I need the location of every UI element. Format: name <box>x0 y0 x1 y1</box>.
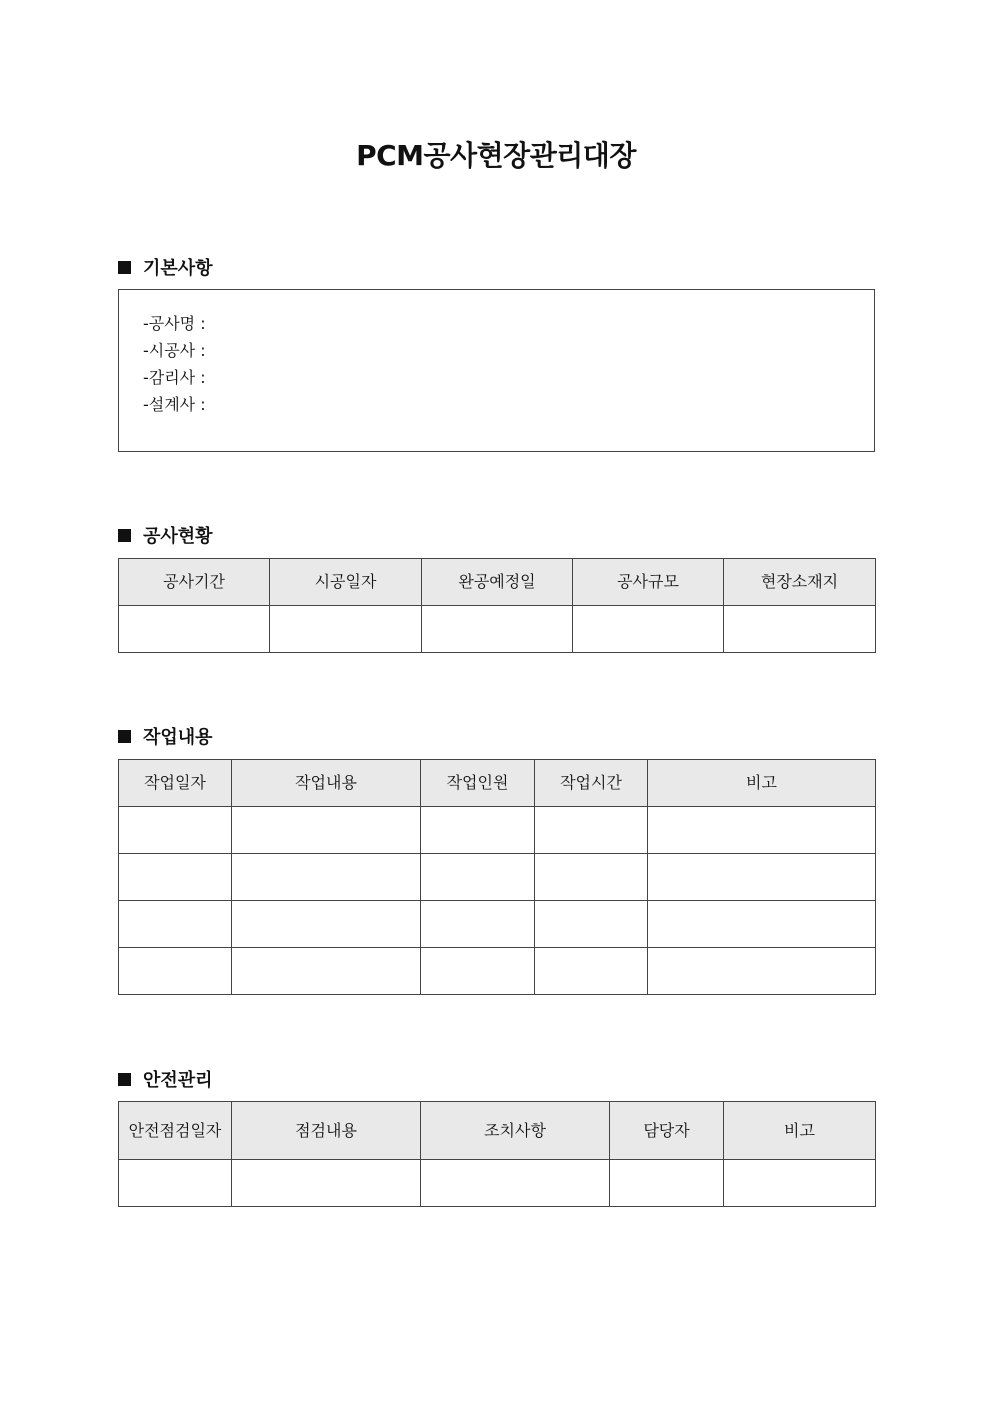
table-cell[interactable] <box>648 901 876 948</box>
column-header: 작업일자 <box>119 760 232 807</box>
contractor-line: -시공사 : <box>143 341 206 360</box>
project-name-line: -공사명 : <box>143 314 206 333</box>
table-cell[interactable] <box>119 1160 232 1207</box>
column-header: 현장소재지 <box>724 559 876 606</box>
table-cell[interactable] <box>421 854 535 901</box>
table-cell[interactable] <box>119 901 232 948</box>
table-header-row <box>119 760 876 807</box>
designer-line: -설계사 : <box>143 395 206 414</box>
table-cell[interactable] <box>724 606 876 653</box>
column-header: 완공예정일 <box>422 559 573 606</box>
section-title: 공사현황 <box>143 526 213 547</box>
column-header: 작업내용 <box>232 760 421 807</box>
column-header: 점검내용 <box>232 1102 421 1160</box>
table-cell[interactable] <box>421 807 535 854</box>
table-row <box>119 1160 876 1207</box>
column-header: 비고 <box>724 1102 876 1160</box>
table-cell[interactable] <box>648 854 876 901</box>
table-cell[interactable] <box>119 948 232 995</box>
column-header: 비고 <box>648 760 876 807</box>
table-cell[interactable] <box>648 948 876 995</box>
table-cell[interactable] <box>119 807 232 854</box>
table-cell[interactable] <box>232 948 421 995</box>
table-cell[interactable] <box>119 854 232 901</box>
table-cell[interactable] <box>535 807 648 854</box>
section-title: 기본사항 <box>143 258 213 279</box>
supervisor-line: -감리사 : <box>143 368 206 387</box>
safety-management-table <box>118 1101 876 1207</box>
section-heading-status <box>118 522 213 548</box>
table-row <box>119 807 876 854</box>
table-cell[interactable] <box>648 807 876 854</box>
section-heading-basic <box>118 254 213 280</box>
square-bullet-icon <box>118 529 131 542</box>
column-header: 공사규모 <box>573 559 724 606</box>
table-cell[interactable] <box>724 1160 876 1207</box>
table-row <box>119 854 876 901</box>
section-title: 작업내용 <box>143 727 213 748</box>
document-title: PCM공사현장관리대장 <box>356 139 636 172</box>
basic-info-box <box>118 289 875 452</box>
column-header: 조치사항 <box>421 1102 610 1160</box>
table-cell[interactable] <box>421 1160 610 1207</box>
column-header: 안전점검일자 <box>119 1102 232 1160</box>
table-header-row <box>119 559 876 606</box>
table-row <box>119 901 876 948</box>
column-header: 시공일자 <box>270 559 422 606</box>
column-header: 작업시간 <box>535 760 648 807</box>
table-cell[interactable] <box>232 1160 421 1207</box>
column-header: 작업인원 <box>421 760 535 807</box>
table-header-row <box>119 1102 876 1160</box>
table-cell[interactable] <box>232 854 421 901</box>
table-cell[interactable] <box>421 948 535 995</box>
construction-status-table <box>118 558 876 653</box>
table-cell[interactable] <box>232 807 421 854</box>
table-cell[interactable] <box>119 606 270 653</box>
table-cell[interactable] <box>270 606 422 653</box>
square-bullet-icon <box>118 261 131 274</box>
table-cell[interactable] <box>421 901 535 948</box>
square-bullet-icon <box>118 730 131 743</box>
table-cell[interactable] <box>573 606 724 653</box>
table-cell[interactable] <box>422 606 573 653</box>
table-row <box>119 948 876 995</box>
square-bullet-icon <box>118 1073 131 1086</box>
table-cell[interactable] <box>535 948 648 995</box>
table-cell[interactable] <box>535 901 648 948</box>
section-title: 안전관리 <box>143 1070 213 1091</box>
table-cell[interactable] <box>535 854 648 901</box>
work-log-table <box>118 759 876 995</box>
table-cell[interactable] <box>610 1160 724 1207</box>
table-cell[interactable] <box>232 901 421 948</box>
column-header: 공사기간 <box>119 559 270 606</box>
table-row <box>119 606 876 653</box>
section-heading-safety <box>118 1066 213 1092</box>
section-heading-work <box>118 723 213 749</box>
column-header: 담당자 <box>610 1102 724 1160</box>
